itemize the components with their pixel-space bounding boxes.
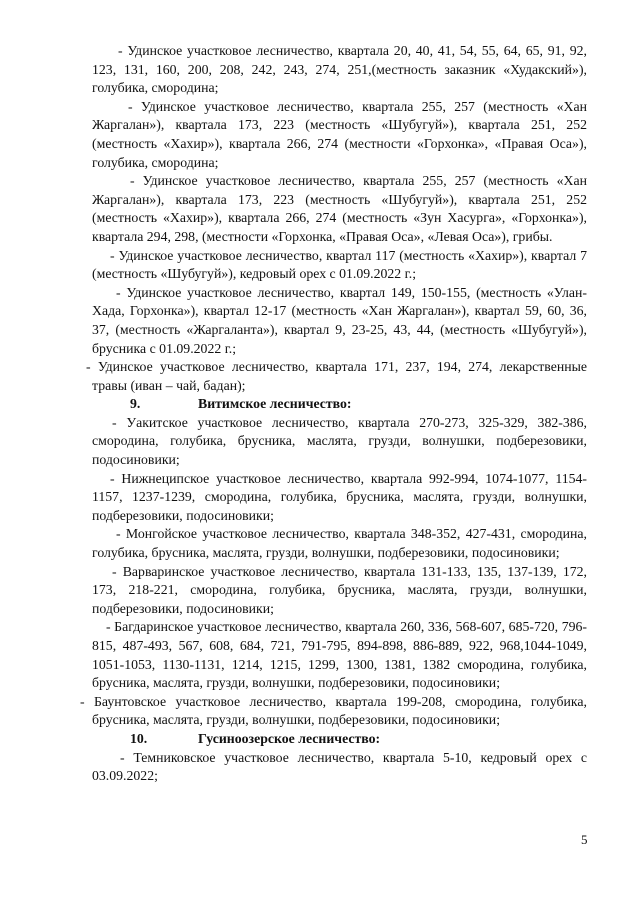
paragraph-varvarinskoe: - Варваринское участковое лесничество, квартала 131-133, 135, 137-139, 172, 173, 218-221, смородина, голубика, брусника, маслята, грузди, волнушки, подберезовики, подосиновики; [92, 563, 587, 616]
paragraph-nizhnecipskoe: - Нижнеципское участковое лесничество, квартала 992-994, 1074-1077, 1154-1157, 1237-1239, смородина, голубика, брусника, маслята, грузди, волнушки, подберезовики, подосиновики; [92, 470, 587, 523]
section-title: Гусиноозерское лесничество: [198, 730, 381, 746]
paragraph-mongoiskoe: - Монгойское участковое лесничество, квартала 348-352, 427-431, смородина, голубика, брусника, маслята, грузди, волнушки, подберезовики, подосиновики; [92, 526, 587, 561]
section-number: 9. [130, 396, 141, 412]
paragraph-bauntovskoe: - Баунтовское участковое лесничество, квартала 199-208, смородина, голубика, брусника, маслята, грузди, волнушки, подберезовики, подосиновики; [80, 693, 587, 728]
document-page [80, 42, 587, 786]
paragraph-udinskoe-4: - Удинское участковое лесничество, квартал 117 (местность «Хахир»), квартал 7 (местность «Шубугуй»), кедровый орех с 01.09.2022 г.; [92, 247, 587, 282]
section-number: 10. [130, 730, 148, 746]
section-title: Витимское лесничество: [198, 396, 352, 412]
section-heading-10 [92, 730, 587, 749]
paragraph-udinskoe-6: - Удинское участковое лесничество, квартала 171, 237, 194, 274, лекарственные травы (иван – чай, бадан); [86, 359, 587, 393]
paragraph-udinskoe-1: - Удинское участковое лесничество, квартала 20, 40, 41, 54, 55, 64, 65, 91, 92, 123, 131, 160, 200, 208, 242, 243, 274, 251,(местность заказник «Худакский»), голубика, смородина; [92, 43, 587, 96]
paragraph-uakitskoe: - Уакитское участковое лесничество, квартала 270-273, 325-329, 382-386, смородина, голубика, брусника, маслята, грузди, волнушки, подберезовики, подосиновики; [92, 414, 587, 468]
page-number: 5 [581, 832, 588, 847]
paragraph-bagdarinskoe: - Багдаринское участковое лесничество, квартала 260, 336, 568-607, 685-720, 796-815, 487-493, 567, 608, 684, 721, 791-795, 894-898, 886-889, 922, 968,1044-1049, 1051-1053, 1130-1131, 1214, 1215, 1299, 1300, 1381, 1382 смородина, голубика, брусника, маслята, грузди, волнушки, подберезовики, подосиновики; [92, 619, 587, 691]
section-heading-9 [92, 395, 587, 414]
paragraph-temnikovskoe: - Темниковское участковое лесничество, квартала 5-10, кедровый орех с 03.09.2022; [92, 749, 587, 784]
paragraph-udinskoe-5: - Удинское участковое лесничество, квартал 149, 150-155, (местность «Улан- Хада, Горхонка»), квартал 12-17 (местность «Хан Жаргалан»), квартал 59, 60, 36, 37, (местность «Жаргаланта»), квартал 9, 23-25, 43, 44, (местность «Шубугуй»), брусника с 01.09.2022 г.; [92, 284, 587, 356]
paragraph-udinskoe-2: - Удинское участковое лесничество, квартала 255, 257 (местность «Хан Жаргалан»), квартала 173, 223 (местность «Шубугуй»), квартала 251, 252 (местность «Хахир»), квартала 266, 274 (местности «Горхонка», «Правая Оса»), голубика, смородина; [92, 98, 587, 170]
paragraph-udinskoe-3: - Удинское участковое лесничество, квартала 255, 257 (местность «Хан Жаргалан»), квартала 173, 223 (местность «Шубугуй»), квартала 251, 252 (местность «Хахир»), квартала 266, 274 (местность «Зун Хасурга», «Горхонка»), квартала 294, 298, (местности «Горхонка, «Правая Оса», «Левая Оса»), грибы. [92, 173, 587, 244]
